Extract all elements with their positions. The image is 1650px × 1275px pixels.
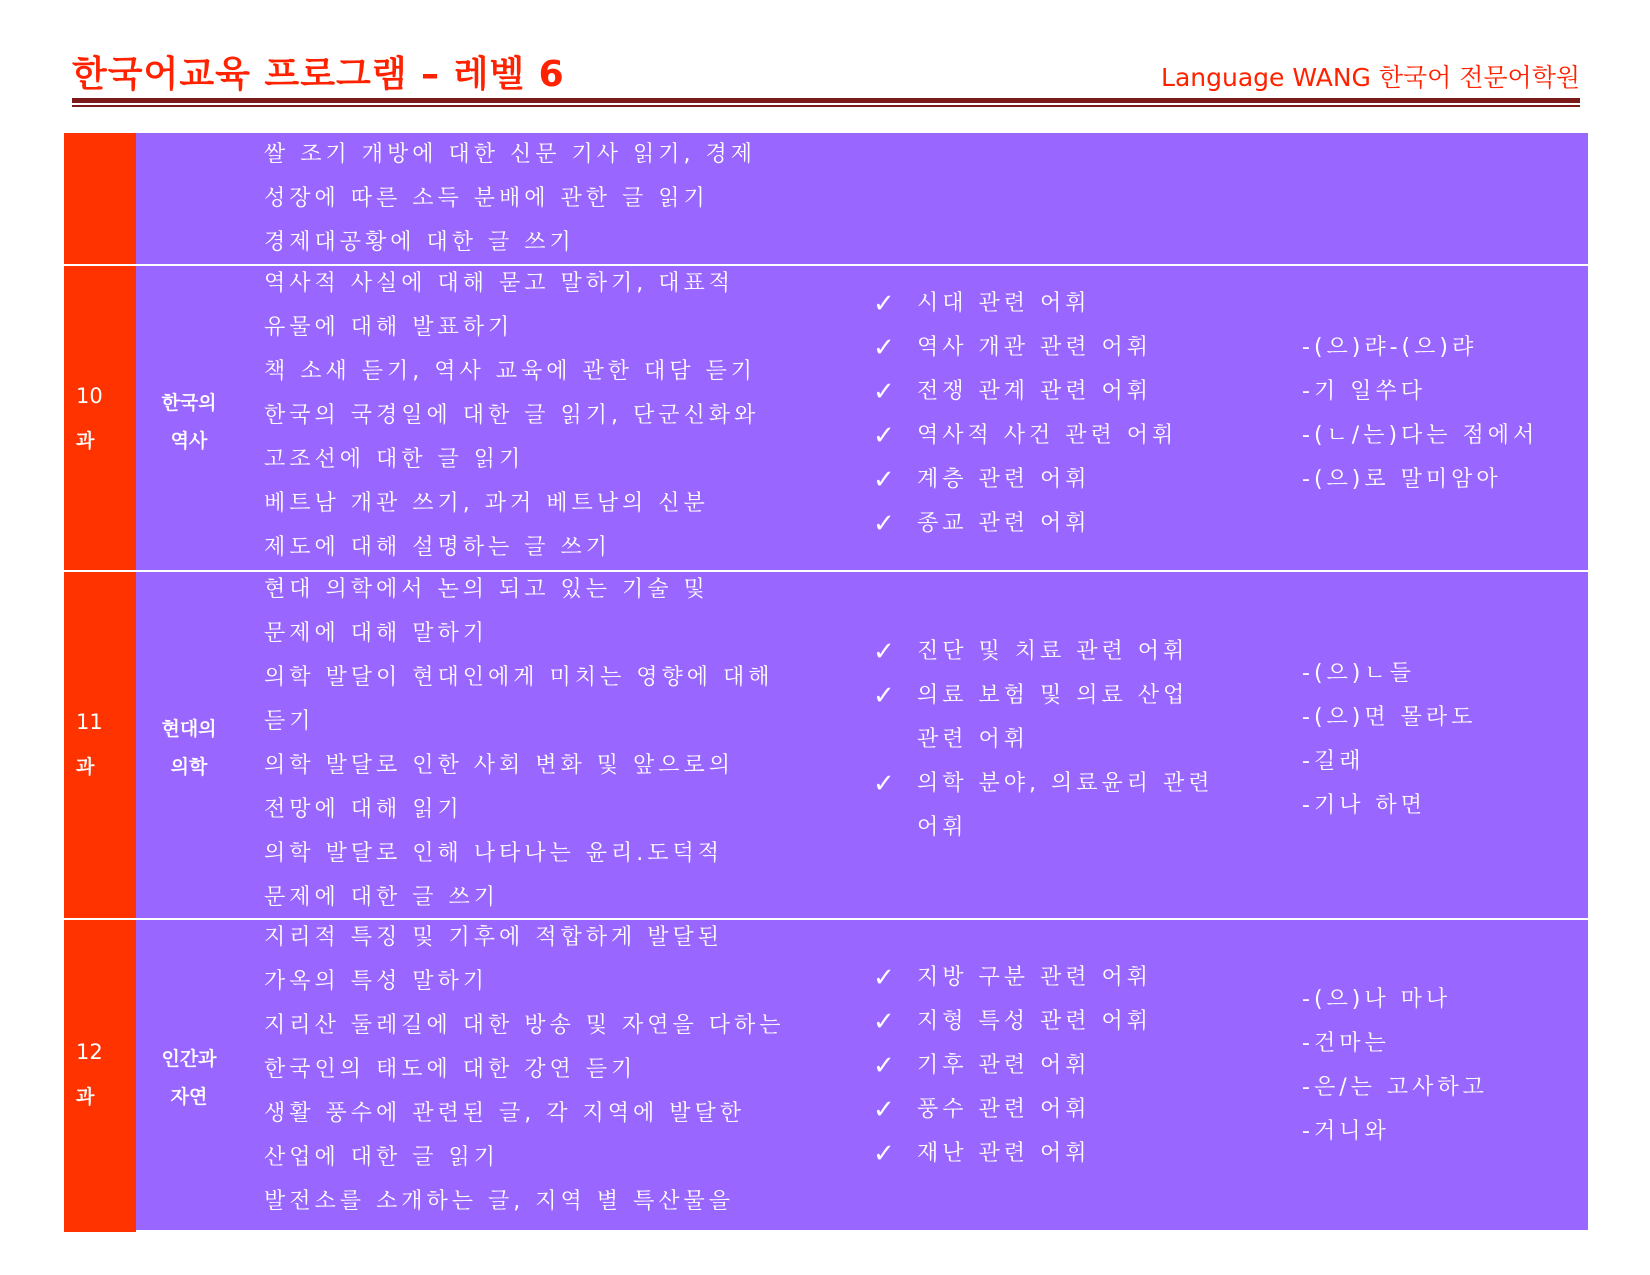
curriculum-table	[64, 133, 1588, 1230]
topic-line: 역사	[170, 430, 208, 452]
activity-line: 발전소를 소개하는 글, 지역 별 특산물을	[264, 1189, 734, 1214]
check-mark-icon: ✓	[873, 963, 895, 993]
page-title: 한국어교육 프로그램 – 레벨 6	[72, 54, 565, 95]
vocab-item: ✓ 재난 관련 어휘	[869, 1132, 1152, 1176]
vocab-item: ✓ 역사적 사건 관련 어휘	[869, 414, 1177, 458]
activity-line: 의학 발달로 인해 나타나는 윤리.도덕적	[264, 841, 723, 866]
check-mark-icon: ✓	[873, 465, 895, 495]
activity-line: 한국의 국경일에 대한 글 읽기, 단군신화와	[264, 403, 760, 428]
check-mark-icon: ✓	[873, 1139, 895, 1169]
check-mark-icon: ✓	[873, 637, 895, 667]
lesson-cell	[64, 266, 136, 572]
topic-line: 한국의	[161, 392, 217, 414]
activity-line: 역사적 사실에 대해 묻고 말하기, 대표적	[264, 271, 734, 296]
table-row	[64, 264, 1588, 572]
lesson-number: 11	[76, 710, 103, 734]
grammar-item: -(으)ㄴ들	[1302, 661, 1415, 686]
table-row	[64, 918, 1588, 1232]
vocab-item: ✓ 풍수 관련 어휘	[869, 1088, 1152, 1132]
activity-line: 전망에 대해 읽기	[264, 797, 463, 822]
vocabulary-cell	[869, 282, 1177, 546]
check-mark-icon: ✓	[873, 1051, 895, 1081]
activity-line: 유물에 대해 발표하기	[264, 315, 514, 340]
vocab-item-continued: 관련 어휘	[917, 727, 1030, 752]
activity-line: 듣기	[264, 709, 315, 734]
vocab-item: ✓ 지형 특성 관련 어휘	[869, 1000, 1152, 1044]
activity-line: 지리적 특징 및 기후에 적합하게 발달된	[264, 925, 723, 950]
topic-cell	[136, 1040, 242, 1116]
activity-line: 성장에 따른 소득 분배에 관한 글 읽기	[264, 186, 709, 211]
vocab-item-continued: 어휘	[917, 815, 968, 840]
lesson-number: 12	[76, 1040, 103, 1064]
table-row	[64, 133, 1588, 264]
lesson-unit: 과	[76, 1086, 95, 1108]
topic-cell	[136, 710, 242, 786]
check-mark-icon: ✓	[873, 333, 895, 363]
vocab-item: ✓ 역사 개관 관련 어휘	[869, 326, 1177, 370]
topic-cell	[136, 384, 242, 460]
grammar-item: -(으)로 말미암아	[1302, 467, 1502, 492]
check-mark-icon: ✓	[873, 421, 895, 451]
grammar-item: -건마는	[1302, 1031, 1390, 1056]
vocab-item: ✓ 종교 관련 어휘	[869, 502, 1177, 546]
check-mark-icon: ✓	[873, 289, 895, 319]
activity-line: 의학 발달로 인한 사회 변화 및 앞으로의	[264, 753, 734, 778]
activity-line: 베트남 개관 쓰기, 과거 베트남의 신분	[264, 491, 709, 516]
check-mark-icon: ✓	[873, 681, 895, 711]
grammar-item: -은/는 고사하고	[1302, 1075, 1488, 1100]
lesson-cell	[64, 572, 136, 920]
activity-line: 가옥의 특성 말하기	[264, 969, 489, 994]
grammar-item: -(ㄴ/는)다는 점에서	[1302, 423, 1539, 448]
vocab-item: ✓ 시대 관련 어휘	[869, 282, 1177, 326]
activity-line: 지리산 둘레길에 대한 방송 및 자연을 다하는	[264, 1013, 785, 1038]
grammar-item: -거니와	[1302, 1119, 1390, 1144]
activity-line: 제도에 대해 설명하는 글 쓰기	[264, 535, 611, 560]
topic-line: 자연	[170, 1086, 208, 1108]
activities-cell	[264, 916, 785, 1224]
vocab-item: ✓ 의료 보험 및 의료 산업	[869, 674, 1214, 718]
activities-cell	[264, 262, 759, 570]
grammar-item: -(으)랴-(으)랴	[1302, 335, 1478, 360]
grammar-cell	[1302, 652, 1476, 828]
grammar-item: -기 일쑤다	[1302, 379, 1426, 404]
lesson-number: 10	[76, 384, 103, 408]
table-row	[64, 570, 1588, 920]
check-mark-icon: ✓	[873, 377, 895, 407]
vocab-item: ✓ 지방 구분 관련 어휘	[869, 956, 1152, 1000]
grammar-cell	[1302, 978, 1488, 1154]
topic-line: 현대의	[161, 718, 217, 740]
check-mark-icon: ✓	[873, 1095, 895, 1125]
grammar-item: -길래	[1302, 749, 1365, 774]
vocab-item: ✓ 의학 분야, 의료윤리 관련	[869, 762, 1214, 806]
vocab-item: ✓ 계층 관련 어휘	[869, 458, 1177, 502]
header-divider-thin	[72, 105, 1580, 107]
lesson-unit: 과	[76, 756, 95, 778]
activities-cell	[264, 568, 774, 920]
activity-line: 책 소새 듣기, 역사 교육에 관한 대담 듣기	[264, 359, 756, 384]
activity-line: 한국인의 태도에 대한 강연 듣기	[264, 1057, 637, 1082]
activity-line: 고조선에 대한 글 읽기	[264, 447, 525, 472]
topic-line: 의학	[170, 756, 208, 778]
vocabulary-cell	[869, 630, 1214, 850]
activity-line: 쌀 조기 개방에 대한 신문 기사 읽기, 경제	[264, 142, 756, 167]
vocab-item: ✓ 전쟁 관계 관련 어휘	[869, 370, 1177, 414]
activity-line: 현대 의학에서 논의 되고 있는 기술 및	[264, 577, 709, 602]
activity-line: 경제대공황에 대한 글 쓰기	[264, 230, 575, 255]
page-header	[72, 40, 1580, 102]
activity-line: 산업에 대한 글 읽기	[264, 1145, 499, 1170]
vocab-item: ✓ 진단 및 치료 관련 어휘	[869, 630, 1214, 674]
lesson-cell	[64, 133, 136, 264]
grammar-item: -기나 하면	[1302, 793, 1426, 818]
activity-line: 의학 발달이 현대인에게 미치는 영향에 대해	[264, 665, 774, 690]
check-mark-icon: ✓	[873, 509, 895, 539]
lesson-unit: 과	[76, 430, 95, 452]
activity-line: 문제에 대해 말하기	[264, 621, 489, 646]
check-mark-icon: ✓	[873, 769, 895, 799]
vocabulary-cell	[869, 956, 1152, 1176]
activities-cell	[264, 133, 756, 265]
vocab-item: ✓ 기후 관련 어휘	[869, 1044, 1152, 1088]
activity-line: 문제에 대한 글 쓰기	[264, 885, 499, 910]
grammar-cell	[1302, 326, 1538, 502]
check-mark-icon: ✓	[873, 1007, 895, 1037]
lesson-cell	[64, 920, 136, 1232]
grammar-item: -(으)면 몰라도	[1302, 705, 1477, 730]
grammar-item: -(으)나 마나	[1302, 987, 1452, 1012]
brand-name: Language WANG 한국어 전문어학원	[1161, 63, 1580, 92]
topic-line: 인간과	[161, 1048, 217, 1070]
activity-line: 생활 풍수에 관련된 글, 각 지역에 발달한	[264, 1101, 745, 1126]
header-divider-thick	[72, 98, 1580, 103]
